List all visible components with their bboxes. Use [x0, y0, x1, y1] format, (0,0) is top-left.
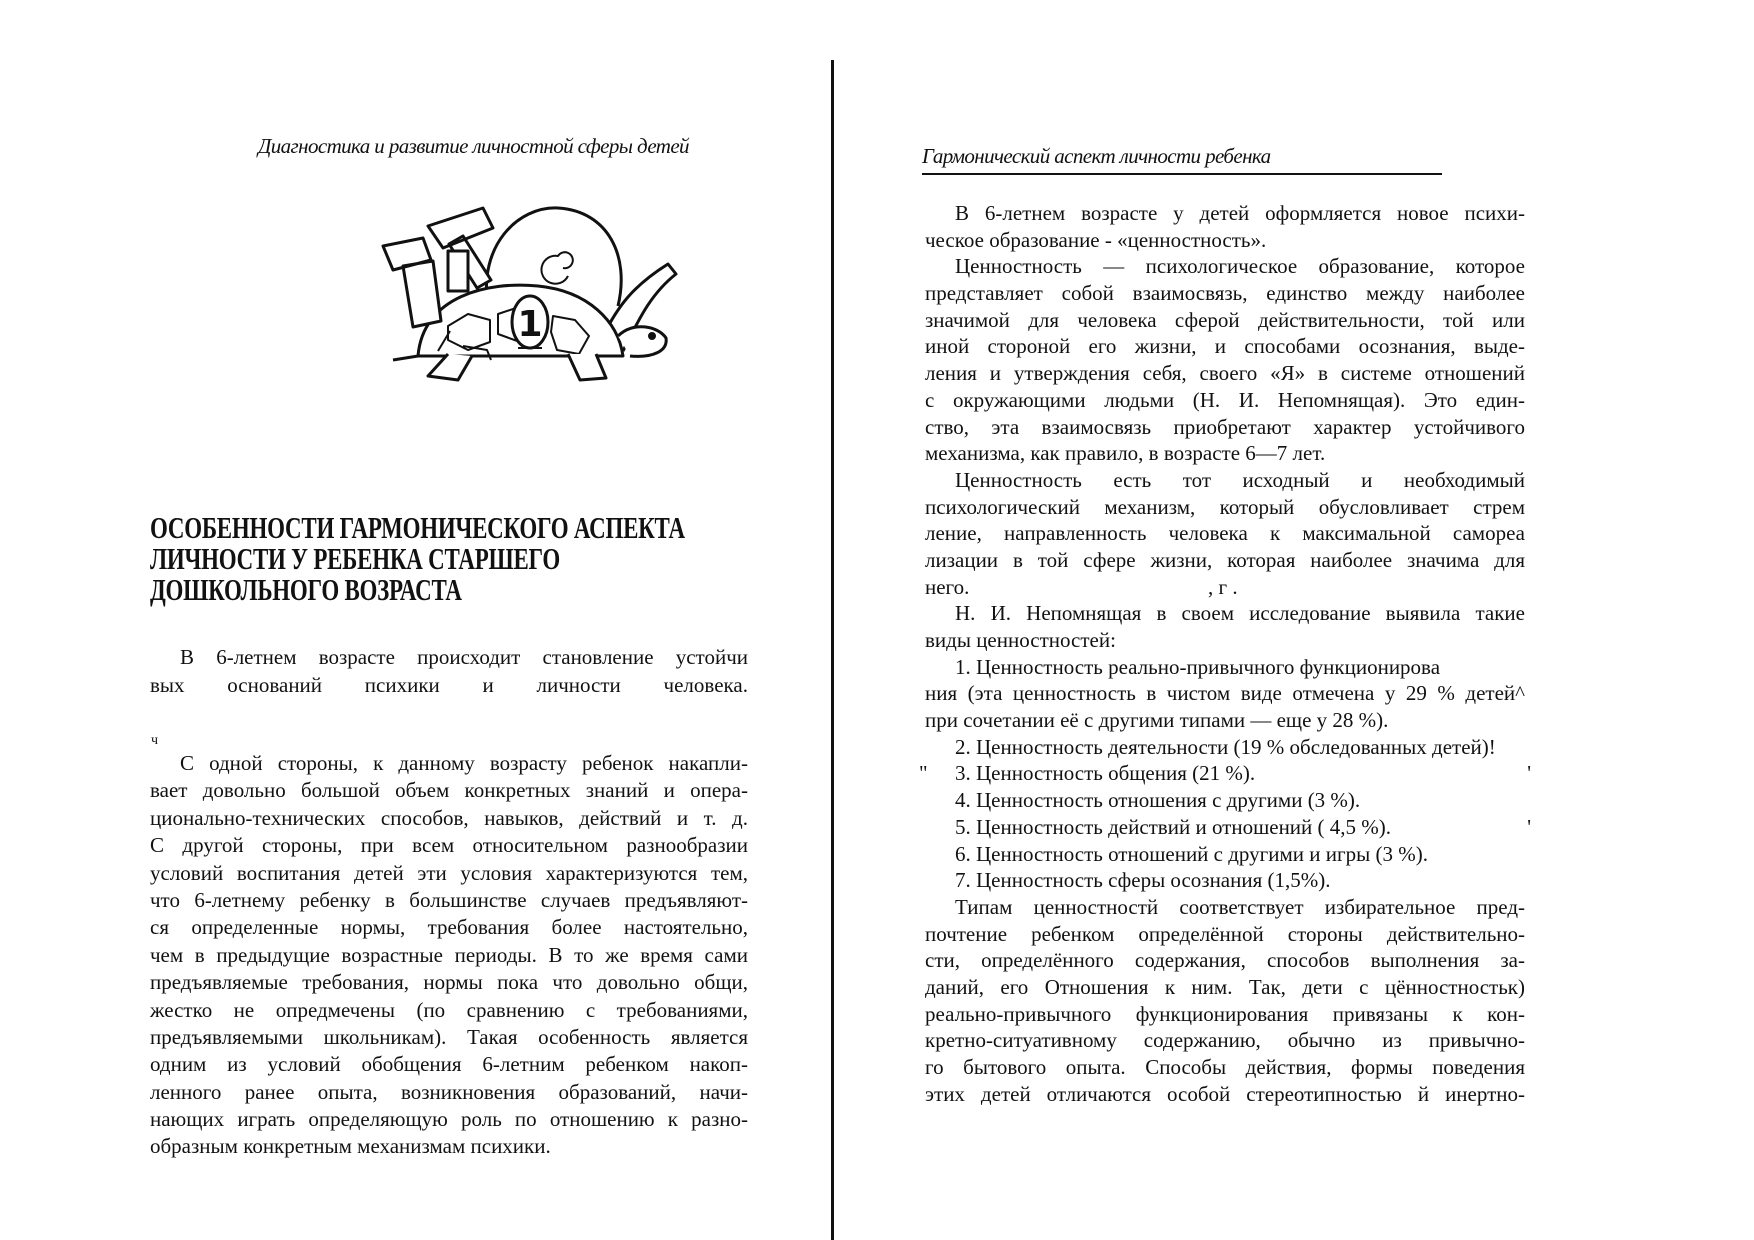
text-line: ционально-технических способов, навыков, действий и т. д.	[150, 805, 748, 830]
text-line: ления и утверждения себя, своего «Я» в системе отношений	[925, 361, 1525, 386]
illustration-number: 1	[517, 304, 543, 345]
text-line: сти, определённого содержания, способов выполнения за-	[925, 948, 1525, 973]
stray-mark: "	[919, 761, 928, 786]
text-line: что 6-летнему ребенку в большинстве случаев предъявляют-	[150, 887, 748, 912]
text-line	[925, 227, 1525, 254]
stray-mark: '	[1527, 761, 1531, 786]
text-line: Ценностность есть тот исходный и необходимый	[955, 467, 1525, 492]
line-text: 1. Ценностность реально-привычного функционирова	[955, 654, 1441, 679]
text-line	[925, 867, 1525, 894]
line-text: него.	[925, 574, 970, 599]
text-line: Ценностность — психологическое образование, которое	[955, 254, 1525, 279]
text-line: даний, его Отношения к ним. Так, дети с цённостностьк)	[925, 974, 1525, 999]
running-header-left: Диагностика и развитие личностной сферы детей	[258, 134, 689, 158]
text-line: предъявляемые требования, нормы пока что довольно общи,	[150, 970, 748, 995]
text-line: жестко не опредмечены (по сравнению с требованиями,	[150, 997, 748, 1022]
text-line: ся определенные нормы, требования более настоятельно,	[150, 915, 748, 940]
text-line: значимой для человека сферой действительности, той или	[925, 307, 1525, 332]
text-line: реально-привычного функционирования привязаны к кон-	[925, 1001, 1525, 1026]
text-line: ление, направленность человека к максимальной самореа	[925, 521, 1525, 546]
text-line: кретно-ситуативному содержанию, обычно из привычно-	[925, 1028, 1525, 1053]
text-line: вых оснований психики и личности человека.	[150, 673, 748, 697]
text-line: вает довольно большой объем конкретных знаний и опера-	[150, 778, 748, 803]
text-line: го бытового опыта. Способы действия, формы поведения	[925, 1055, 1525, 1079]
header-rule	[922, 173, 1442, 175]
text-line	[925, 734, 1525, 761]
stray-mark: '	[1527, 814, 1531, 839]
text-line: ния (эта ценностность в чистом виде отмечена у 29 % детей^	[925, 681, 1525, 706]
text-line: предъявляемыми школьникам). Такая особенность является	[150, 1024, 748, 1049]
line-text: 3. Ценностность общения (21 %).	[955, 761, 1256, 786]
text-line: ство, эта взаимосвязь приобретают характер устойчивого	[925, 414, 1525, 439]
line-text: ческое образование - «ценностность».	[925, 227, 1267, 252]
title-line: ДОШКОЛЬНОГО ВОЗРАСТА	[150, 572, 462, 607]
text-line: В 6-летнем возрасте происходит становление устойчи	[180, 645, 748, 669]
stray-text: , г .	[1208, 574, 1238, 599]
text-line	[925, 574, 1525, 601]
text-line: одним из условий обобщения 6-летним ребенком накоп-	[150, 1052, 748, 1077]
text-line: психологический механизм, который обусловливает стрем	[925, 494, 1525, 519]
text-line: условий воспитания детей эти условия характеризуются тем,	[150, 860, 748, 885]
right-page-body	[919, 200, 1531, 1107]
line-text: образным конкретным механизмам психики.	[150, 1134, 551, 1159]
text-line: нающих играть определяющую роль по отношению к разно-	[150, 1107, 748, 1132]
running-header-right: Гармонический аспект личности ребенка	[922, 144, 1271, 168]
text-line: В 6-летнем возрасте у детей оформляется новое психи-	[955, 201, 1525, 225]
line-text: 7. Ценностность сферы осознания (1,5%).	[955, 868, 1331, 893]
text-line: иной стороной его жизни, и способами осознания, выде-	[925, 334, 1525, 359]
stray-mark: ч	[151, 733, 159, 748]
line-text: 6. Ценностность отношений с другими и игры (3 %).	[955, 841, 1428, 866]
text-line: Н. И. Непомнящая в своем исследование выявила такие	[955, 601, 1525, 626]
text-line: представляет собой взаимосвязь, единство между наиболее	[925, 281, 1525, 306]
turtle-snail-illustration	[368, 186, 690, 408]
text-line: чем в предыдущие возрастные периоды. В то же время сами	[150, 942, 748, 967]
left-paragraph-2	[150, 750, 748, 1161]
text-line: почтение ребенком определённой стороны действительно-	[925, 921, 1525, 946]
text-line	[150, 1133, 748, 1160]
title-line: ОСОБЕННОСТИ ГАРМОНИЧЕСКОГО АСПЕКТА	[150, 510, 685, 545]
left-paragraph-1	[150, 643, 748, 699]
chapter-title	[150, 512, 873, 605]
text-line: с окружающими людьми (Н. И. Непомнящая). Это един-	[925, 387, 1525, 412]
text-line	[925, 627, 1525, 654]
text-line: С другой стороны, при всем относительном разнообразии	[150, 833, 748, 858]
page-divider	[831, 60, 834, 1240]
text-line: этих детей отличаются особой стереотипностью й инертно-	[925, 1081, 1525, 1106]
text-line	[925, 841, 1525, 868]
line-text: виды ценностностей:	[925, 628, 1116, 652]
text-line: С одной стороны, к данному возрасту ребенок накапли-	[180, 751, 748, 775]
text-line	[925, 787, 1525, 814]
text-line: ленного ранее опыта, возникновения образований, начи-	[150, 1079, 748, 1104]
line-text: при сочетании её с другими типами — еще у 28 %).	[925, 708, 1389, 733]
text-line: лизации в той сфере жизни, которая наиболее значима для	[925, 547, 1525, 572]
line-text: 2. Ценностность деятельности (19 % обследованных детей)!	[955, 734, 1496, 759]
text-line: Типам ценностностй соответствует избирательное пред-	[955, 894, 1525, 919]
line-text: 5. Ценностность действий и отношений ( 4,5 %).	[955, 814, 1392, 839]
text-line	[919, 760, 1531, 787]
line-text: механизма, как правило, в возрасте 6—7 лет.	[925, 441, 1326, 466]
line-text: 4. Ценностность отношения с другими (3 %).	[955, 788, 1361, 813]
title-line: ЛИЧНОСТИ У РЕБЕНКА СТАРШЕГО	[150, 541, 560, 576]
text-line	[925, 707, 1525, 734]
text-line	[925, 440, 1525, 467]
text-line	[925, 814, 1531, 841]
text-line	[925, 654, 1525, 681]
